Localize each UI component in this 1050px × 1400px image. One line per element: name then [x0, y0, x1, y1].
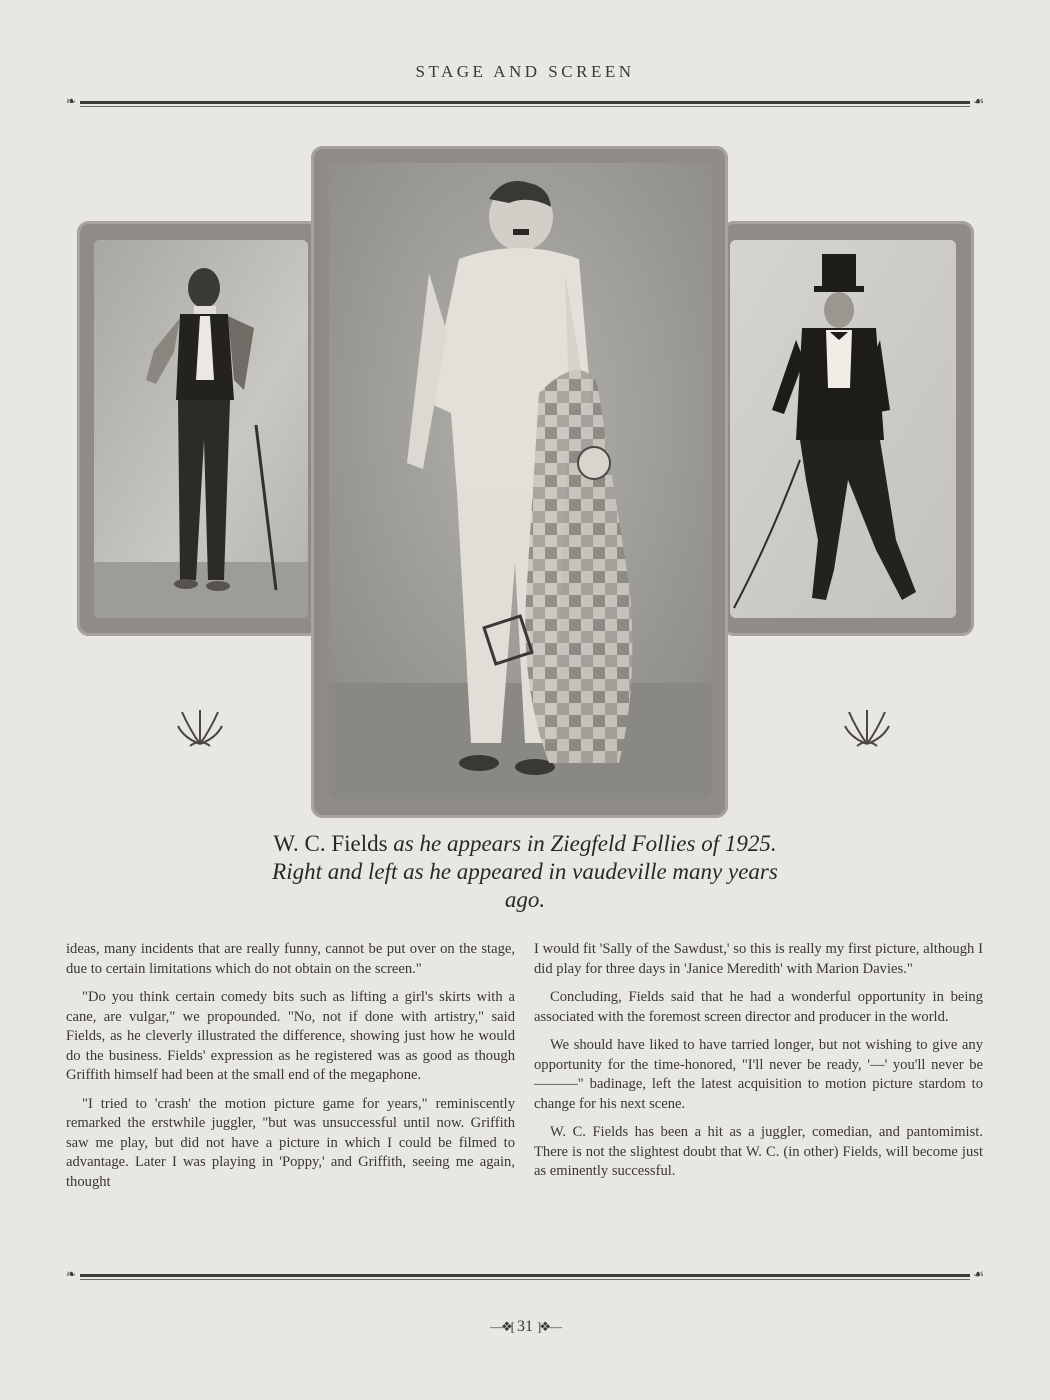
- photo-center-follies: [329, 163, 712, 799]
- article-paragraph: "I tried to 'crash' the motion picture game for years," reminiscently remarked the erstwhile juggler, "but was unsuccessful until now. Griffith saw me play, but did not have a picture in which I could be filmed to advantage. Later I was playing in 'Poppy,' and Griffith, seeing me again, thought: [66, 1095, 515, 1190]
- photo-caption: [250, 830, 800, 914]
- page-number: [0, 1318, 1050, 1336]
- article-paragraph: We should have liked to have tarried longer, but not wishing to give any opportunity for the time-honored, "I'll never be ready, '—' you'll never be ———" badinage, left the latest acquisition to motion picture stardom to change for his next scene.: [534, 1037, 983, 1112]
- acanthus-ornament-icon: [843, 704, 891, 748]
- running-head: STAGE AND SCREEN: [415, 62, 635, 81]
- article-column-right: [534, 940, 983, 1191]
- caption-text: as he appears in Ziegfeld Follies of 1925. Right and left as he appeared in vaudeville many years ago.: [272, 831, 778, 912]
- photo-left-vaudeville: [94, 240, 308, 618]
- article-column-left: [66, 940, 515, 1201]
- article-paragraph: ideas, many incidents that are really funny, cannot be put over on the stage, due to certain limitations which do not obtain on the screen.": [66, 941, 515, 977]
- top-rule: [66, 94, 984, 108]
- folio-left-flourish-icon: —❖[: [490, 1319, 513, 1334]
- article-paragraph: Concluding, Fields said that he had a wonderful opportunity in being associated with the foremost screen director and producer in the world.: [534, 989, 983, 1025]
- page-number-value: 31: [517, 1318, 533, 1335]
- article-paragraph: I would fit 'Sally of the Sawdust,' so this is really my first picture, although I did play for three days in 'Janice Meredith' with Marion Davies.": [534, 941, 983, 977]
- rule-flourish-icon: ☙: [973, 1267, 984, 1281]
- caption-name: W. C. Fields: [273, 831, 388, 856]
- rule-flourish-icon: ☙: [973, 94, 984, 108]
- rule-flourish-icon: ❧: [66, 1267, 77, 1281]
- article-paragraph: W. C. Fields has been a hit as a juggler, comedian, and pantomimist. There is not the slightest doubt that W. C. (in other) Fields, will become just as eminently successful.: [534, 1124, 983, 1179]
- bottom-rule: [66, 1267, 984, 1281]
- acanthus-ornament-icon: [176, 704, 224, 748]
- folio-right-flourish-icon: ]❖—: [537, 1319, 560, 1334]
- article-paragraph: "Do you think certain comedy bits such as lifting a girl's skirts with a cane, are vulgar," we propounded. "No, not if done with artistry," said Fields, as he cleverly illustrated the difference, showing just how he would do the business. Fields' expression as he registered was as good as though Griffith himself had been at the small end of the megaphone.: [66, 989, 515, 1083]
- photo-right-top-hat: [730, 240, 956, 618]
- rule-flourish-icon: ❧: [66, 94, 77, 108]
